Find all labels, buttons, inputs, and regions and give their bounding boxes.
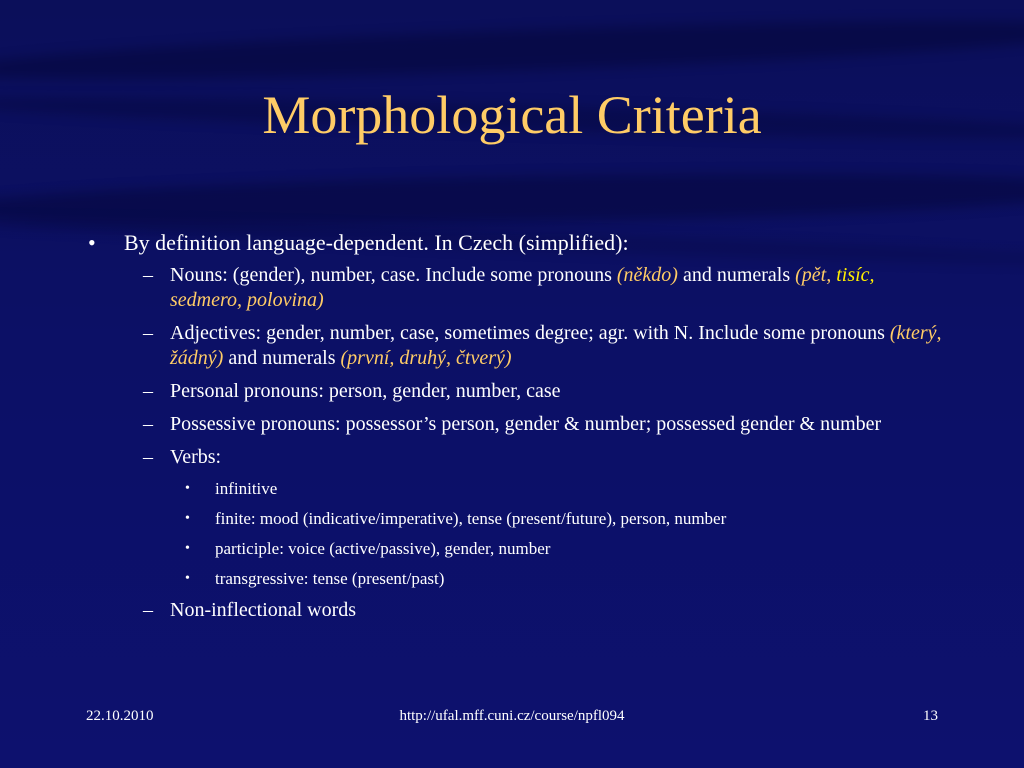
verb-subitem <box>185 568 948 590</box>
nouns-item <box>143 263 948 313</box>
verb-subitem-text: transgressive: tense (present/past) <box>215 569 445 588</box>
adjectives-example-1: (který, žádný) <box>170 322 942 369</box>
verb-subitem-text: infinitive <box>215 479 278 498</box>
adjectives-item <box>143 321 948 371</box>
slide-title: Morphological Criteria <box>262 85 762 145</box>
nouns-example-2a: (pět, <box>795 264 837 286</box>
dash-icon: – <box>143 380 153 402</box>
dash-icon: – <box>143 446 153 468</box>
bullet-icon: • <box>185 541 190 556</box>
slide-content <box>88 228 948 631</box>
bullet-icon: • <box>88 230 96 255</box>
bullet-icon: • <box>185 481 190 496</box>
dash-icon: – <box>143 413 153 435</box>
possessive-pronouns-item <box>143 412 948 437</box>
nouns-example-1: (někdo) <box>616 264 678 286</box>
main-bullet-text: By definition language-dependent. In Czech (simplified): <box>124 230 629 255</box>
verb-subitem-text: participle: voice (active/passive), gender, number <box>215 539 551 558</box>
verbs-label: Verbs: <box>170 446 222 468</box>
nouns-text-1: Nouns: (gender), number, case. Include some pronouns <box>170 264 617 286</box>
verbs-item <box>143 445 948 470</box>
nouns-example-2b: tisíc, <box>836 264 875 286</box>
bullet-icon: • <box>185 571 190 586</box>
nouns-example-2c: sedmero, polovina) <box>170 289 324 311</box>
background-streak <box>0 9 1024 90</box>
possessive-pronouns-text: Possessive pronouns: possessor’s person, gender & number; possessed gender & number <box>170 413 882 435</box>
footer-url[interactable]: http://ufal.mff.cuni.cz/course/npfl094 <box>399 708 625 724</box>
dash-icon: – <box>143 322 153 344</box>
verb-subitem-text: finite: mood (indicative/imperative), tense (present/future), person, number <box>215 509 727 528</box>
dash-icon: – <box>143 264 153 286</box>
footer-date: 22.10.2010 <box>86 708 154 724</box>
non-inflectional-text: Non-inflectional words <box>170 599 357 621</box>
adjectives-example-2: (první, druhý, čtverý) <box>340 347 512 369</box>
verb-subitem <box>185 508 948 530</box>
main-bullet <box>88 228 948 257</box>
personal-pronouns-item <box>143 379 948 404</box>
verb-subitem <box>185 538 948 560</box>
verb-subitem <box>185 478 948 500</box>
adjectives-text-1: Adjectives: gender, number, case, sometimes degree; agr. with N. Include some pronouns <box>170 322 890 344</box>
adjectives-text-2: and numerals <box>223 347 341 369</box>
bullet-icon: • <box>185 511 190 526</box>
personal-pronouns-text: Personal pronouns: person, gender, number, case <box>170 380 561 402</box>
non-inflectional-item <box>143 598 948 623</box>
nouns-text-2: and numerals <box>677 264 796 286</box>
dash-icon: – <box>143 599 153 621</box>
footer-page-number: 13 <box>923 708 938 724</box>
